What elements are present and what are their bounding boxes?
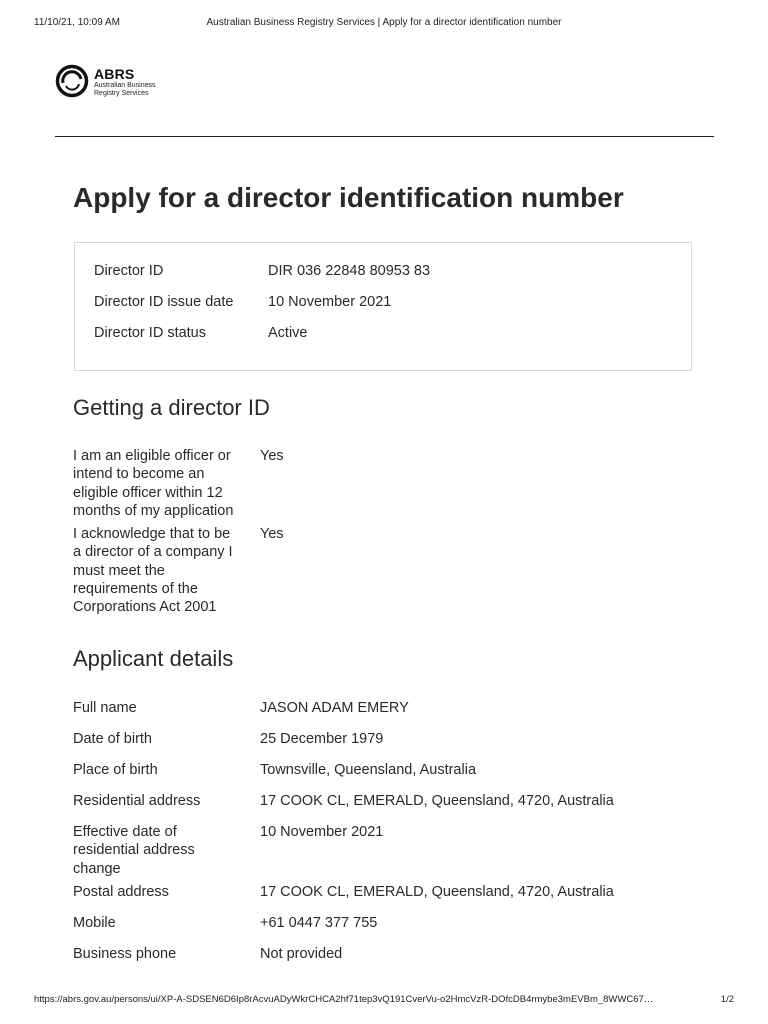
logo-subtitle <box>94 82 184 98</box>
director-id-label: Director ID <box>94 263 164 279</box>
print-page-title: Australian Business Registry Services | Apply for a director identification number <box>206 17 562 28</box>
abrs-swirl-icon <box>55 64 89 98</box>
print-datetime: 11/10/21, 10:09 AM <box>34 17 120 28</box>
print-header <box>0 17 768 31</box>
mobile-label: Mobile <box>73 915 116 931</box>
label-line: Corporations Act 2001 <box>73 599 217 616</box>
full-name-value: JASON ADAM EMERY <box>260 700 409 716</box>
logo-brand-text: ABRS <box>94 66 135 82</box>
logo-subtitle-line: Registry Services <box>94 90 149 97</box>
eligible-officer-value: Yes <box>260 448 284 464</box>
label-line: requirements of the <box>73 580 198 597</box>
label-line: Effective date of <box>73 824 177 840</box>
director-id-issue-date-label: Director ID issue date <box>94 294 234 310</box>
abrs-logo[interactable] <box>55 64 185 100</box>
acknowledge-requirements-label <box>73 525 253 616</box>
print-page-number: 1/2 <box>720 994 734 1005</box>
date-of-birth-label: Date of birth <box>73 731 152 747</box>
director-id-status-value: Active <box>268 325 308 341</box>
label-line: must meet the <box>73 562 165 579</box>
label-line: months of my application <box>73 502 234 519</box>
acknowledge-requirements-value: Yes <box>260 526 284 542</box>
business-phone-label: Business phone <box>73 946 177 962</box>
applicant-details-heading: Applicant details <box>73 646 234 671</box>
label-line: I am an eligible officer or <box>73 448 231 464</box>
director-id-value: DIR 036 22848 80953 83 <box>268 263 431 279</box>
label-line: I acknowledge that to be <box>73 526 231 542</box>
residential-address-value: 17 COOK CL, EMERALD, Queensland, 4720, Australia <box>260 793 614 809</box>
full-name-label: Full name <box>73 700 137 716</box>
director-id-issue-date-value: 10 November 2021 <box>268 294 392 310</box>
date-of-birth-value: 25 December 1979 <box>260 731 384 747</box>
label-line: eligible officer within 12 <box>73 484 223 501</box>
effective-date-address-change-value: 10 November 2021 <box>260 824 384 840</box>
print-url: https://abrs.gov.au/persons/ui/XP-A-SDSEN6D6Ip8rAcvuADyWkrCHCA2hf71tep3vQ191CverVu-o2HmcVzR-DOfcDB4rmybe3mEVBm_8WWC67… <box>34 994 654 1005</box>
label-line: a director of a company I <box>73 544 233 561</box>
postal-address-value: 17 COOK CL, EMERALD, Queensland, 4720, Australia <box>260 884 614 900</box>
label-line: intend to become an <box>73 466 205 483</box>
effective-date-address-change-label <box>73 823 253 878</box>
label-line: residential address <box>73 842 195 859</box>
place-of-birth-value: Townsville, Queensland, Australia <box>260 762 477 778</box>
director-id-summary-box <box>74 242 692 371</box>
mobile-value: +61 0447 377 755 <box>260 915 378 931</box>
postal-address-label: Postal address <box>73 884 169 900</box>
residential-address-label: Residential address <box>73 793 201 809</box>
place-of-birth-label: Place of birth <box>73 762 158 778</box>
eligible-officer-label <box>73 447 253 520</box>
business-phone-value: Not provided <box>260 946 343 962</box>
header-divider <box>55 136 714 137</box>
page-title: Apply for a director identification number <box>73 182 624 213</box>
logo-subtitle-line: Australian Business <box>94 82 156 89</box>
getting-director-id-heading: Getting a director ID <box>73 395 270 420</box>
director-id-status-label: Director ID status <box>94 325 206 341</box>
print-footer <box>0 994 768 1008</box>
label-line: change <box>73 860 121 877</box>
